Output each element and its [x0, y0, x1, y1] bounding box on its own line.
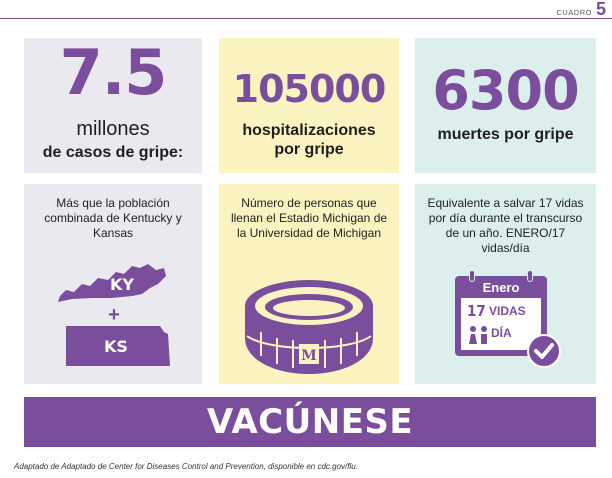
stat-cases-line1: millones: [76, 118, 150, 140]
stat-cases-panel: [24, 38, 202, 173]
stadium-letter: M: [301, 348, 317, 364]
stat-deaths-panel: [415, 38, 596, 173]
stat-deaths-value: 6300: [432, 59, 579, 122]
stat-hospitalizations-panel: [219, 38, 399, 173]
kentucky-map-icon: [52, 258, 172, 306]
stat-cases-value: 7.5: [59, 36, 167, 109]
people-icon: [467, 326, 491, 344]
comparison-population-text: Más que la población combinada de Kentucky y Kansas: [44, 196, 182, 240]
stadium-icon: [239, 276, 379, 376]
comparison-stadium-panel: [219, 184, 399, 384]
stat-hospitalizations-line1: hospitalizaciones: [242, 122, 376, 139]
comparison-stadium-text: Número de personas que llenan el Estadio Michigan de la Universidad de Michigan: [230, 196, 388, 240]
checkmark-icon: [527, 334, 561, 368]
calendar-word-vidas: VIDAS: [489, 304, 526, 318]
vaccinate-banner: [24, 397, 596, 447]
stat-hospitalizations-value: 105000: [232, 67, 386, 111]
stat-deaths-line1: muertes por gripe: [437, 126, 574, 143]
figure-label-number: 5: [595, 0, 606, 19]
figure-label-word: CUADRO: [556, 8, 592, 17]
comparison-lives-panel: [415, 184, 596, 384]
kansas-label: KS: [104, 337, 128, 356]
kentucky-label: KY: [110, 275, 134, 294]
calendar-month: Enero: [482, 280, 520, 295]
plus-sign: +: [108, 304, 120, 326]
comparison-population-panel: [24, 184, 202, 384]
stat-cases-line2: de casos de gripe:: [42, 144, 184, 161]
kansas-map-icon: [64, 324, 176, 368]
vaccinate-label: VACÚNESE: [206, 402, 414, 442]
comparison-lives-text: Equivalente a salvar 17 vidas por día durante el transcurso de un año. ENERO/17 vidas/día: [427, 196, 584, 255]
figure-label: [556, 1, 606, 17]
calendar-word-dia: DÍA: [491, 326, 512, 340]
stat-hospitalizations-line2: por gripe: [274, 141, 344, 158]
source-footnote: Adaptado de Adaptado de Center for Diseases Control and Prevention, disponible en cdc.gov/flu.: [14, 462, 358, 471]
calendar-number: 17: [467, 302, 486, 320]
